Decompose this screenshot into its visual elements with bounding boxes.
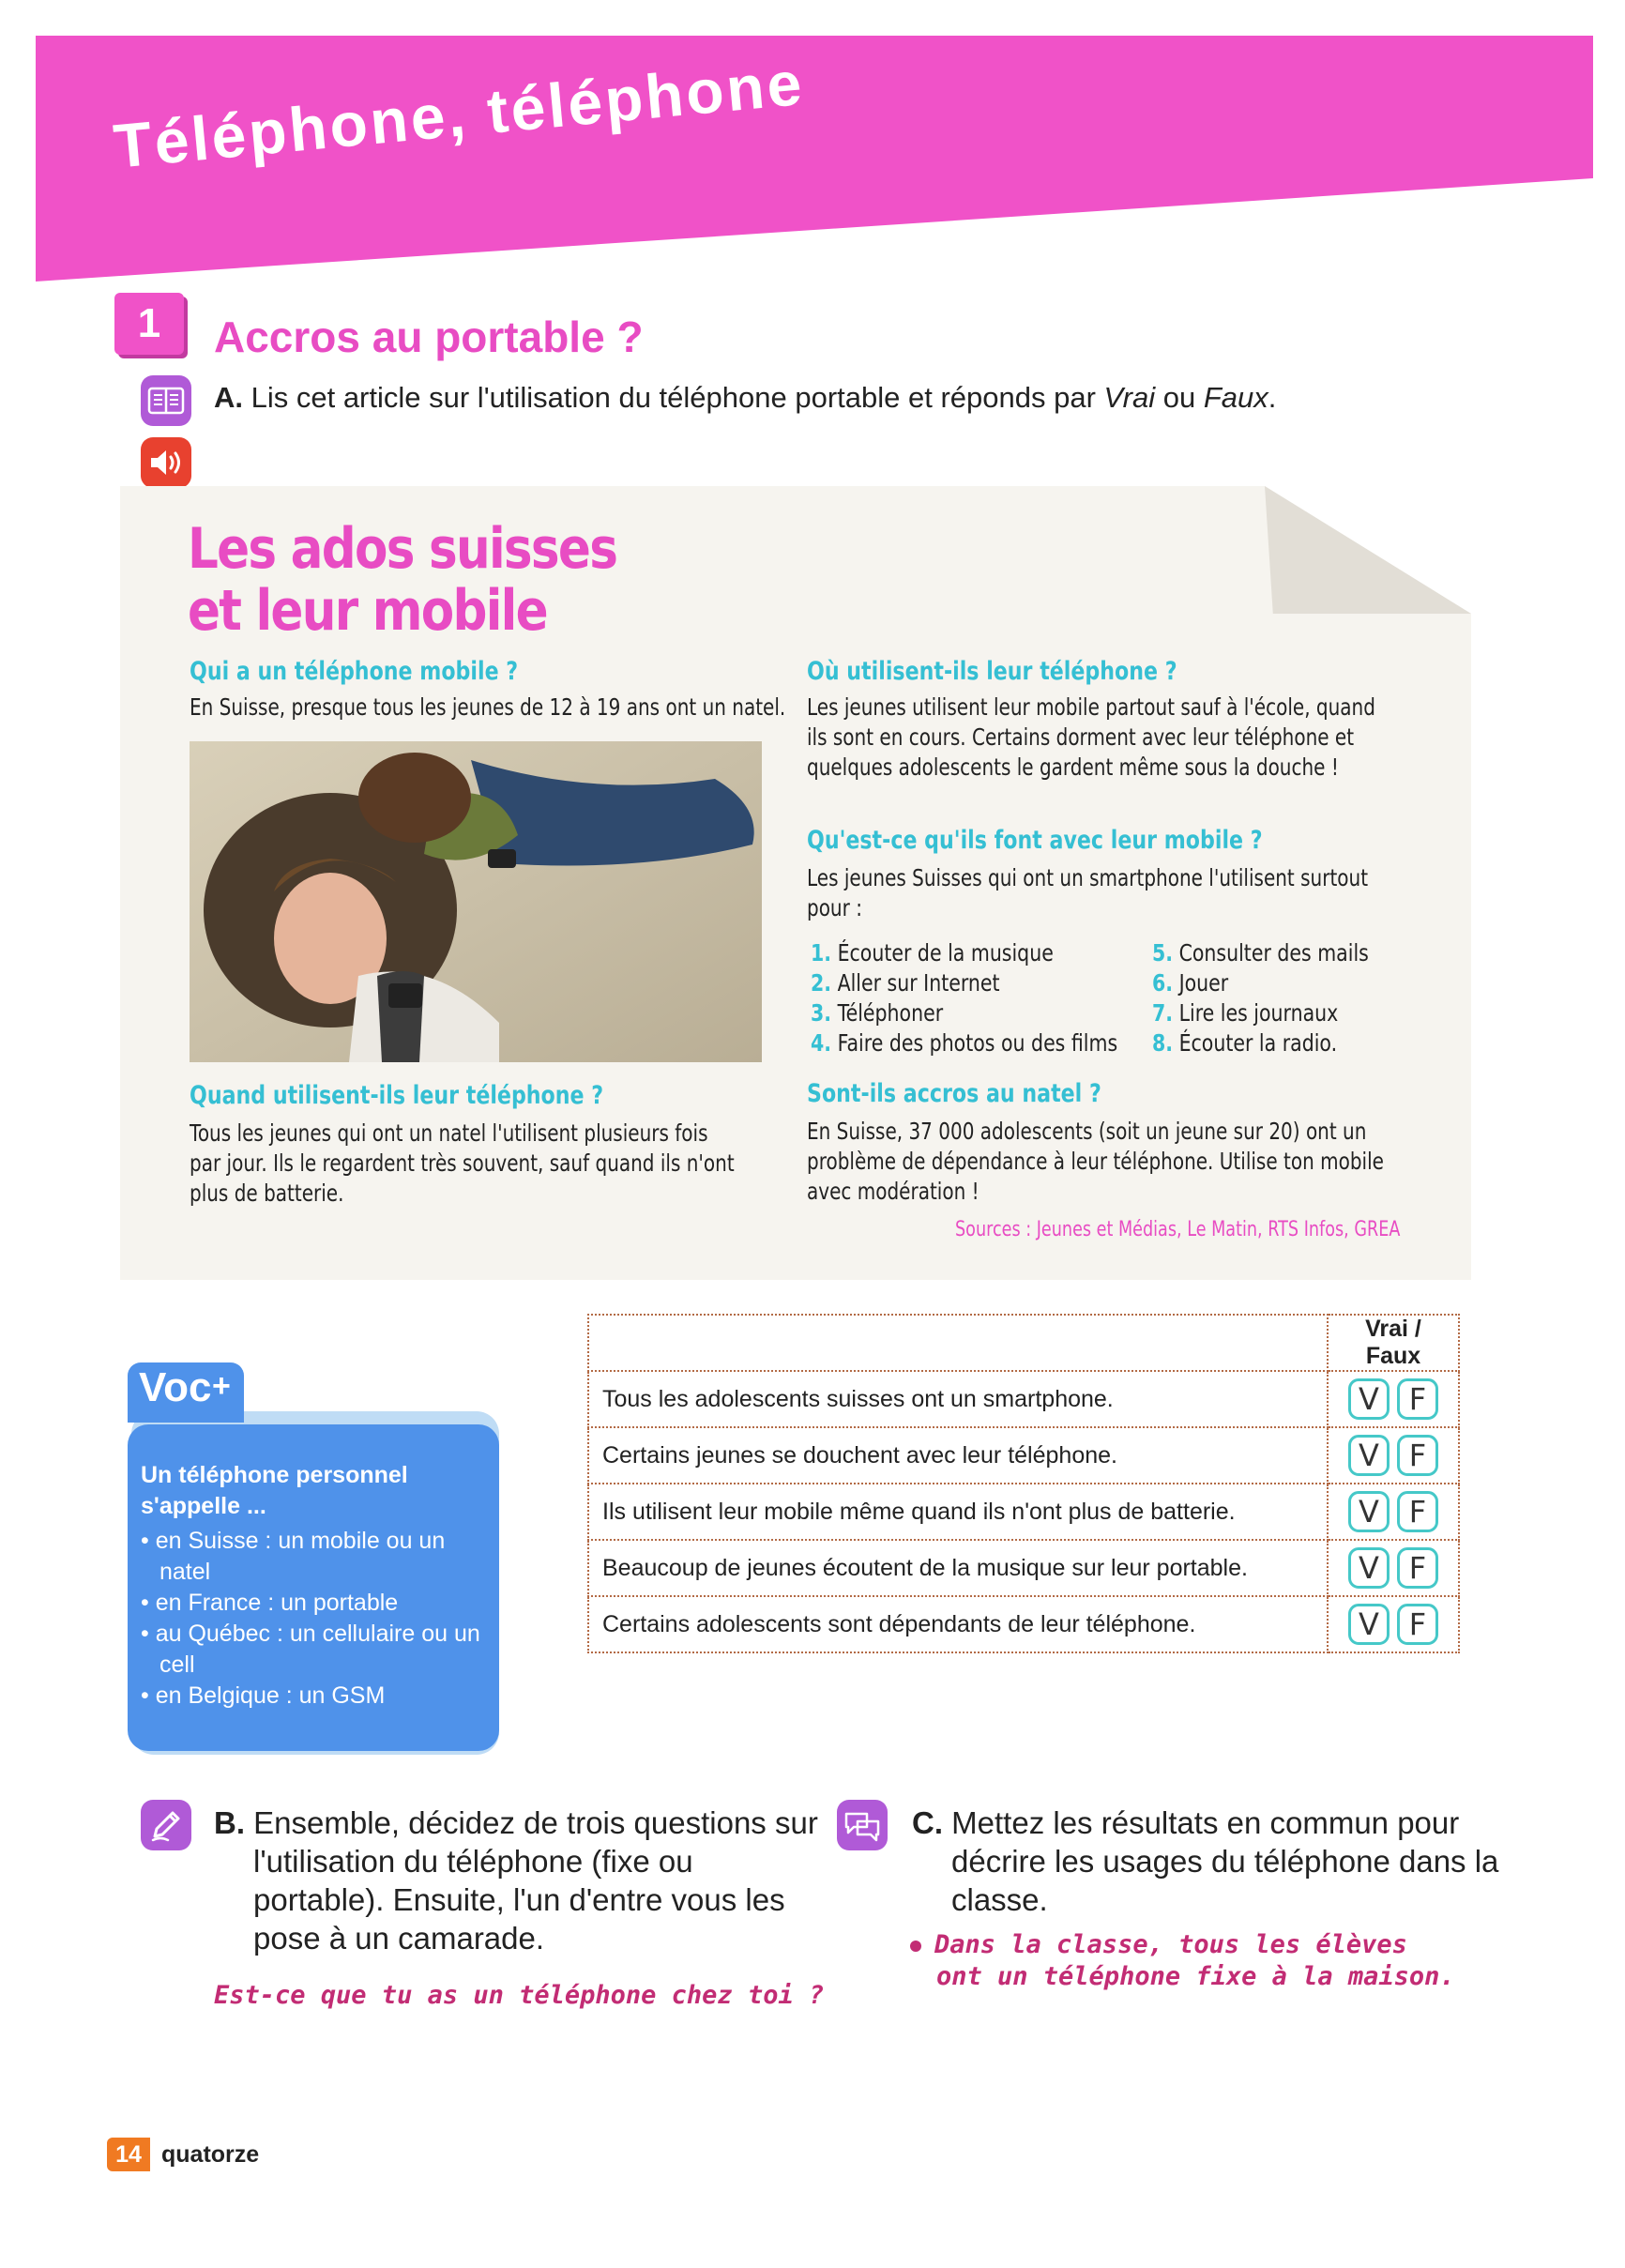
list-item: 6. Jouer bbox=[1152, 969, 1229, 997]
vrai-checkbox[interactable]: V bbox=[1348, 1604, 1390, 1645]
teens-phone-photo bbox=[190, 741, 762, 1062]
list-item: 7. Lire les journaux bbox=[1152, 999, 1339, 1027]
voc-plus: + bbox=[212, 1368, 231, 1404]
book-icon bbox=[141, 375, 191, 426]
faux-checkbox[interactable]: F bbox=[1397, 1491, 1438, 1532]
article-sources: Sources : Jeunes et Médias, Le Matin, RTS Infos, GREA bbox=[955, 1218, 1401, 1241]
table-header-vrai-faux: Vrai / Faux bbox=[1328, 1315, 1459, 1371]
answer-cell bbox=[1328, 1427, 1459, 1484]
question-heading-where: Où utilisent-ils leur téléphone ? bbox=[807, 657, 1177, 686]
bullet-icon bbox=[910, 1941, 921, 1952]
vrai-checkbox[interactable]: V bbox=[1348, 1435, 1390, 1476]
list-item: 2. Aller sur Internet bbox=[811, 969, 1000, 997]
section-title: Accros au portable ? bbox=[214, 312, 644, 361]
statement-cell: Certains adolescents sont dépendants de leur téléphone. bbox=[588, 1596, 1328, 1652]
article-title: Les ados suisses et leur mobile bbox=[188, 516, 617, 644]
vrai-checkbox[interactable]: V bbox=[1348, 1378, 1390, 1420]
table-row bbox=[588, 1371, 1459, 1427]
question-heading-what: Qu'est-ce qu'ils font avec leur mobile ? bbox=[807, 826, 1263, 855]
list-item: 8. Écouter la radio. bbox=[1152, 1029, 1338, 1057]
answer-addicted: En Suisse, 37 000 adolescents (soit un jeune sur 20) ont un problème de dépendance à leur téléphone. Utilise ton mobile avec modération ! bbox=[807, 1118, 1384, 1205]
answer-where: Les jeunes utilisent leur mobile partout sauf à l'école, quand ils sont en cours. Certains dorment avec leur téléphone et quelques adolescents le gardent même sous la douche ! bbox=[807, 693, 1375, 781]
page-title: Téléphone, téléphone bbox=[111, 47, 808, 181]
example-statement: Dans la classe, tous les élèves ont un téléphone fixe à la maison. bbox=[910, 1929, 1462, 1993]
statement-cell: Certains jeunes se douchent avec leur téléphone. bbox=[588, 1427, 1328, 1484]
page-number: 14 bbox=[107, 2138, 150, 2171]
page-number-word: quatorze bbox=[161, 2141, 260, 2168]
task-b: B. Ensemble, décidez de trois questions sur l'utilisation du téléphone (fixe ou portable). Ensuite, l'un d'entre vous les pose à un camarade. bbox=[214, 1805, 818, 1956]
answer-what-intro: Les jeunes Suisses qui ont un smartphone l'utilisent surtout pour : bbox=[807, 864, 1369, 921]
question-heading-who: Qui a un téléphone mobile ? bbox=[190, 657, 519, 686]
statement-cell: Tous les adolescents suisses ont un smartphone. bbox=[588, 1371, 1328, 1427]
faux-checkbox[interactable]: F bbox=[1397, 1378, 1438, 1420]
list-item: 5. Consulter des mails bbox=[1152, 939, 1369, 967]
example-question: Est-ce que tu as un téléphone chez toi ? bbox=[214, 1981, 825, 2010]
faux-checkbox[interactable]: F bbox=[1397, 1547, 1438, 1589]
table-row bbox=[588, 1596, 1459, 1652]
vrai-checkbox[interactable]: V bbox=[1348, 1491, 1390, 1532]
table-header-empty bbox=[588, 1315, 1328, 1371]
table-header-row bbox=[588, 1315, 1459, 1371]
answer-cell bbox=[1328, 1371, 1459, 1427]
table-row bbox=[588, 1484, 1459, 1540]
list-item: 1. Écouter de la musique bbox=[811, 939, 1054, 967]
faux-checkbox[interactable]: F bbox=[1397, 1604, 1438, 1645]
answer-cell bbox=[1328, 1596, 1459, 1652]
faux-checkbox[interactable]: F bbox=[1397, 1435, 1438, 1476]
chat-icon bbox=[837, 1800, 888, 1850]
pencil-icon bbox=[141, 1800, 191, 1850]
voc-list bbox=[141, 1526, 488, 1712]
question-heading-when: Quand utilisent-ils leur téléphone ? bbox=[190, 1081, 604, 1110]
true-false-table bbox=[587, 1314, 1460, 1653]
instruction-a: A. Lis cet article sur l'utilisation du téléphone portable et réponds par Vrai ou Faux. bbox=[214, 381, 1277, 414]
voc-heading: Un téléphone personnel s'appelle ... bbox=[141, 1462, 408, 1519]
list-item: 4. Faire des photos ou des films bbox=[811, 1029, 1118, 1057]
list-item: 3. Téléphoner bbox=[811, 999, 944, 1027]
voc-item: • en Belgique : un GSM bbox=[141, 1682, 386, 1709]
answer-cell bbox=[1328, 1484, 1459, 1540]
answer-cell bbox=[1328, 1540, 1459, 1596]
speaker-icon[interactable] bbox=[141, 437, 191, 488]
voc-label: Voc bbox=[139, 1364, 212, 1410]
answer-when: Tous les jeunes qui ont un natel l'utilisent plusieurs fois par jour. Ils le regardent très souvent, sauf quand ils n'ont plus de batterie. bbox=[190, 1119, 735, 1207]
section-number-badge: 1 bbox=[114, 293, 184, 355]
uses-list-right bbox=[1152, 938, 1383, 1058]
page-curl bbox=[1265, 486, 1471, 614]
voc-item: • au Québec : un cellulaire ou un cell bbox=[141, 1621, 480, 1678]
statement-cell: Ils utilisent leur mobile même quand ils n'ont plus de batterie. bbox=[588, 1484, 1328, 1540]
table-row bbox=[588, 1427, 1459, 1484]
voc-item: • en Suisse : un mobile ou un natel bbox=[141, 1528, 446, 1585]
task-c: C. Mettez les résultats en commun pour décrire les usages du téléphone dans la classe. bbox=[912, 1805, 1499, 1917]
vrai-checkbox[interactable]: V bbox=[1348, 1547, 1390, 1589]
voc-item: • en France : un portable bbox=[141, 1590, 399, 1616]
statement-cell: Beaucoup de jeunes écoutent de la musique sur leur portable. bbox=[588, 1540, 1328, 1596]
table-row bbox=[588, 1540, 1459, 1596]
question-heading-addicted: Sont-ils accros au natel ? bbox=[807, 1079, 1101, 1108]
answer-who: En Suisse, presque tous les jeunes de 12 à 19 ans ont un natel. bbox=[190, 693, 786, 721]
uses-list-left bbox=[811, 938, 1133, 1058]
